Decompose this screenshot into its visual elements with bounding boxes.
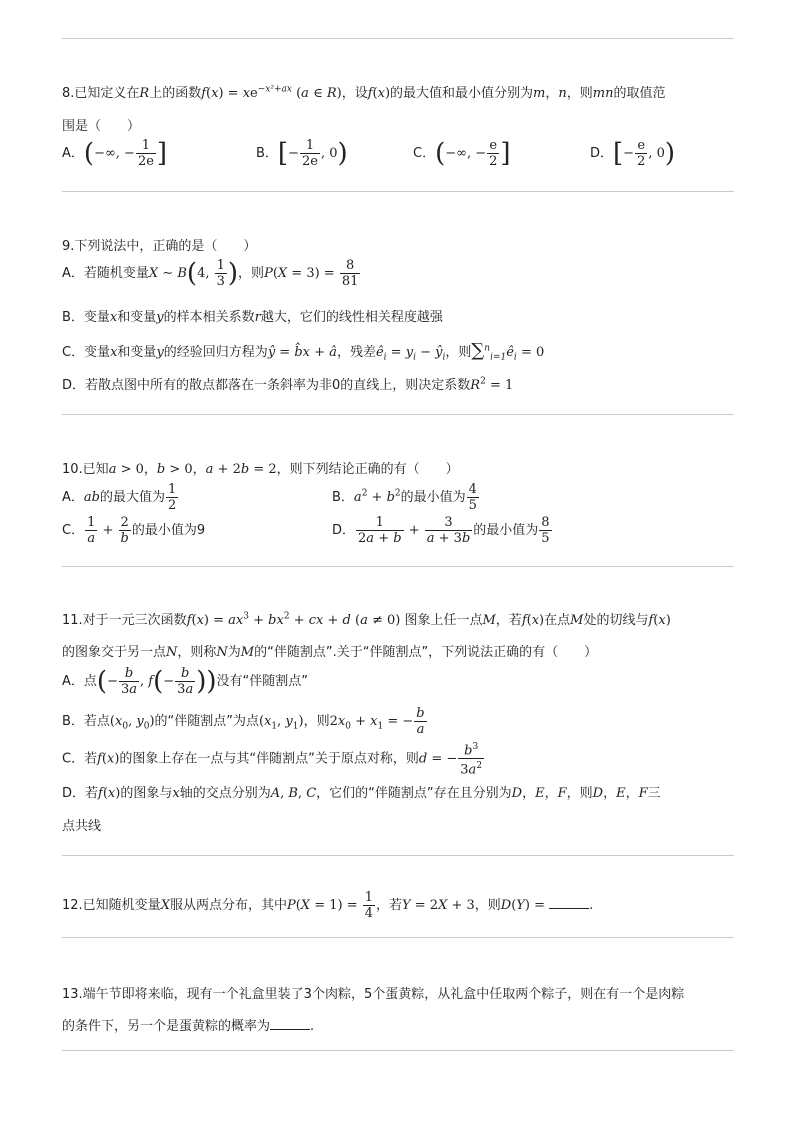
answer-blank-q12 xyxy=(549,896,589,909)
q11-option-a: A．点(− $\frac{b}{3a}$ , f(− $\frac{b}{3a}$ ))没有“伴随割点” xyxy=(62,666,308,697)
q10-stem: 10.已知a > 0，b > 0，a + 2b = 2，则下列结论正确的有（ ） xyxy=(62,462,459,477)
separator-q8 xyxy=(62,191,734,192)
q11-stem: 11.对于一元三次函数$f(x) = ax^3 + bx^2$ + cx + d (a ≠ 0) 图象上任一点M，若f(x)在点M处的切线与f(x) xyxy=(62,611,671,628)
q8-option-d: D．[− $\frac{e}{2}$ , 0) xyxy=(590,138,676,169)
q9-title: 9.下列说法中，正确的是（ ） xyxy=(62,239,257,254)
q8-stem-line2: 围是（ ） xyxy=(62,119,141,134)
q11-stem-line2: 的图象交于另一点N，则称N为M的“伴随割点”.关于“伴随割点”，下列说法正确的有（ ） xyxy=(62,645,598,660)
q13-stem: 13.端午节即将来临，现有一个礼盒里装了3个肉粽，5个蛋黄粽，从礼盒中任取两个粽子，则在有一个是肉粽 xyxy=(62,987,685,1002)
separator-q10 xyxy=(62,566,734,567)
separator-q12 xyxy=(62,937,734,938)
separator-top xyxy=(62,38,734,39)
q13-stem-line2: 的条件下，另一个是蛋黄粽的概率为 . xyxy=(62,1019,315,1034)
separator-q11 xyxy=(62,855,734,856)
q10-option-c: C． $\frac{1}{a}$ + $\frac{2}{b}$ 的最小值为9 xyxy=(62,515,206,546)
q11-option-d: D．若f(x)的图象与x轴的交点分别为A, B, C，它们的“伴随割点”存在且分别为D，E，F，则D，E，F三 xyxy=(62,786,661,801)
q10-option-b: B．$a^2 + b^2$的最小值为 $\frac{4}{5}$ xyxy=(332,482,477,513)
q11-option-d-line2: 点共线 xyxy=(62,819,102,834)
q9-option-c: C．变量x和变量y的经验回归方程为ŷ = b̂x + â，残差$ê_i = y_i$ − $ŷ_i$，则$\sum^n_{i=1}ê_i = 0$ xyxy=(62,340,545,363)
q10-option-d: D． $\frac{1}{2a + b}$ + $\frac{3}{a + 3b}$ 的最小值为 $\frac{8}{5}$ xyxy=(332,515,550,546)
separator-q9 xyxy=(62,414,734,415)
separator-q13 xyxy=(62,1050,734,1051)
q11-option-b: B．若点($x_0$, $y_0$)的“伴随割点”为点($x_1$, $y_1$)，则$2x_0 + x_1$ = − $\frac{b}{a}$ xyxy=(62,706,425,737)
q10-option-a: A．ab的最大值为 $\frac{1}{2}$ xyxy=(62,482,177,513)
q8-option-b: B．[− $\frac{1}{2e}$ , 0) xyxy=(256,138,348,169)
q8-option-a: A．(−∞, − $\frac{1}{2e}$ ] xyxy=(62,138,168,169)
q12-stem: 12.已知随机变量X服从两点分布，其中P(X = 1) = $\frac{1}{4}$ ，若Y = 2X + 3，则D(Y) = . xyxy=(62,890,594,921)
q8-stem: 8.已知定义在R上的函数$f(x) = xe^{-x^2+ax}$ (a ∈ R)，设f(x)的最大值和最小值分别为m，n，则mn的取值范 xyxy=(62,84,666,101)
q9-option-b: B．变量x和变量y的样本相关系数r越大，它们的线性相关程度越强 xyxy=(62,310,443,325)
q11-option-c: C．若f(x)的图象上存在一点与其“伴随割点”关于原点对称，则d = − $\frac{b^3}{3a^2}$ xyxy=(62,742,483,778)
q9-option-d: D．若散点图中所有的散点都落在一条斜率为非0的直线上，则决定系数$R^2 = 1$ xyxy=(62,376,514,393)
answer-blank-q13 xyxy=(270,1017,310,1030)
q8-option-c: C．(−∞, − $\frac{e}{2}$ ] xyxy=(413,138,511,169)
q9-option-a: A．若随机变量X ∼ B(4, $\frac{1}{3}$ )，则P(X = 3) = $\frac{8}{81}$ xyxy=(62,258,359,289)
